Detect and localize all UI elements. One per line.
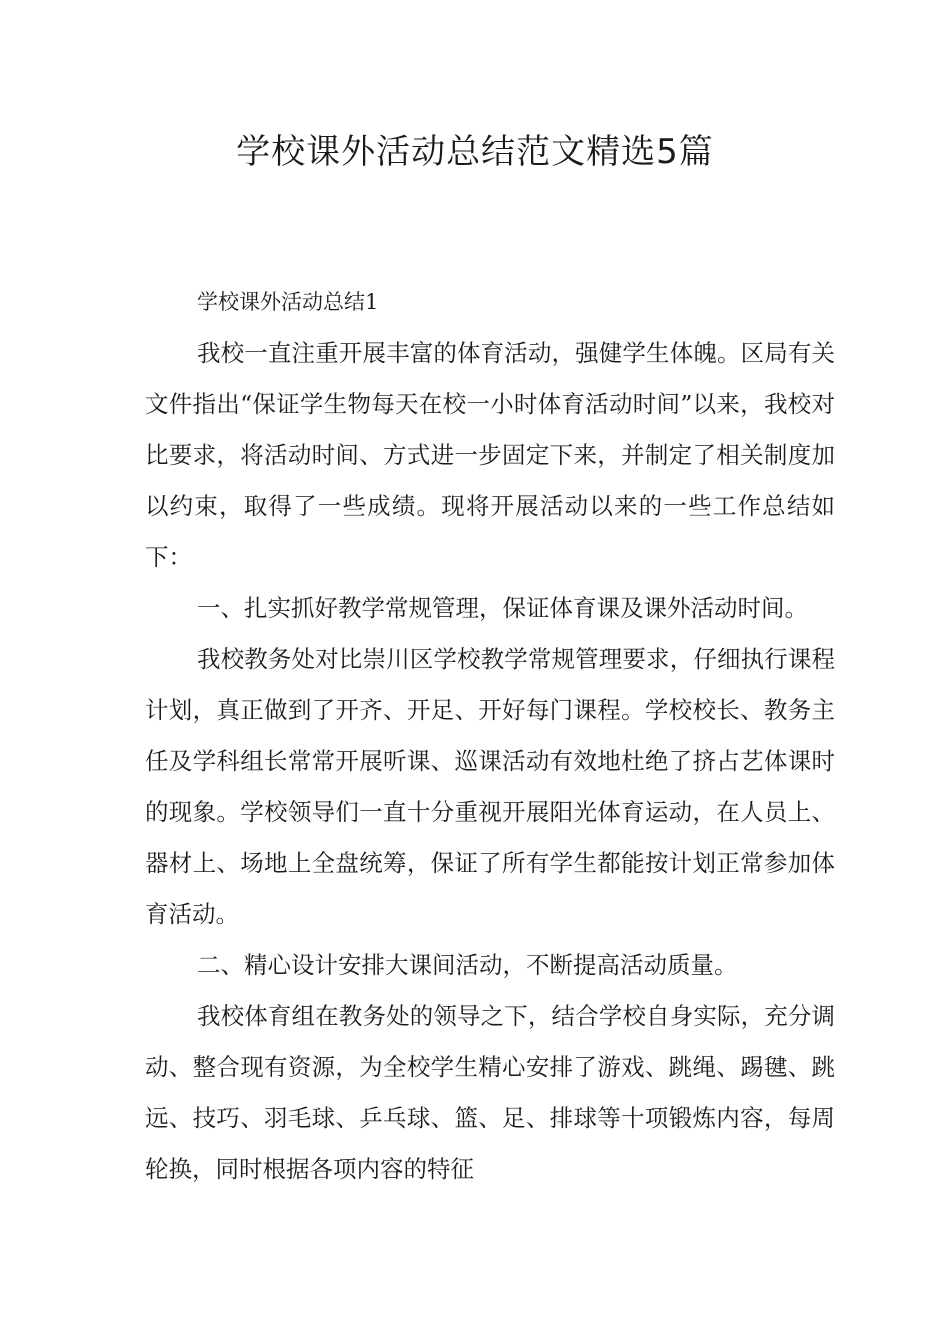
paragraph-intro: 我校一直注重开展丰富的体育活动，强健学生体魄。区局有关文件指出“保证学生物每天在校一小时体育活动时间”以来，我校对比要求，将活动时间、方式进一步固定下来，并制定了相关制度加以约束，取得了一些成绩。现将开展活动以来的一些工作总结如下：: [145, 339, 835, 571]
section-heading-2: 二、精心设计安排大课间活动，不断提高活动质量。: [197, 951, 738, 979]
paragraph-activity-design: 我校体育组在教务处的领导之下，结合学校自身实际，充分调动、整合现有资源，为全校学生精心安排了游戏、跳绳、踢毽、跳远、技巧、羽毛球、乒乓球、篮、足、排球等十项锻炼内容，每周轮换，同时根据各项内容的特征: [145, 1002, 835, 1183]
document-body: [145, 282, 835, 1195]
section-heading-1: 一、扎实抓好教学常规管理，保证体育课及课外活动时间。: [197, 594, 808, 622]
document-title: 学校课外活动总结范文精选5篇: [236, 132, 714, 172]
paragraph-teaching-management: 我校教务处对比崇川区学校教学常规管理要求，仔细执行课程计划，真正做到了开齐、开足、开好每门课程。学校校长、教务主任及学科组长常常开展听课、巡课活动有效地杜绝了挤占艺体课时的现象。学校领导们一直十分重视开展阳光体育运动，在人员上、器材上、场地上全盘统筹，保证了所有学生都能按计划正常参加体育活动。: [145, 645, 835, 928]
section-subheading: 学校课外活动总结1: [197, 290, 379, 314]
